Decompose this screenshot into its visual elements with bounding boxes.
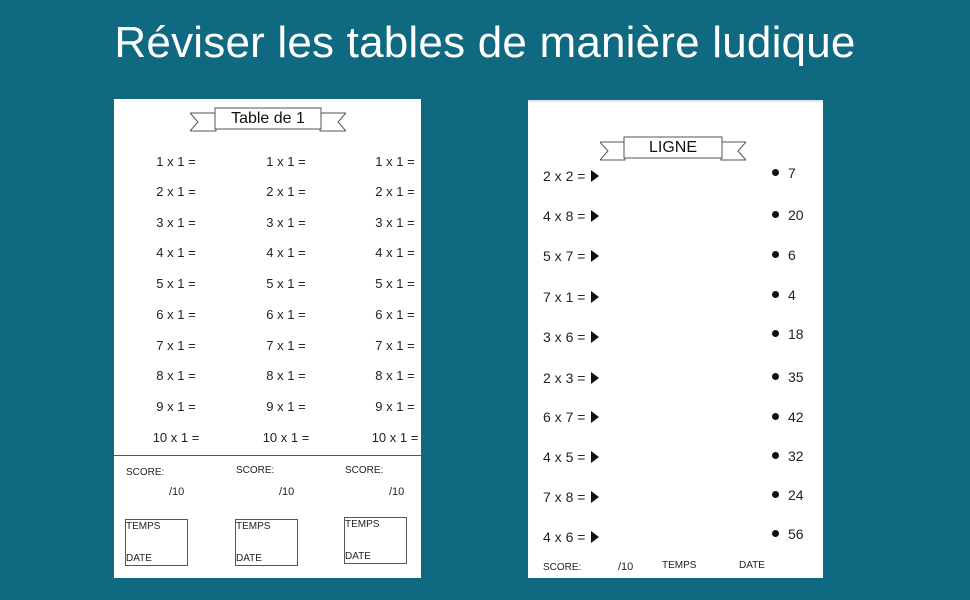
match-right-item bbox=[772, 165, 796, 181]
equation-item: 3 x 1 = bbox=[375, 215, 415, 230]
match-left-item bbox=[543, 370, 599, 386]
match-left-item bbox=[543, 248, 599, 264]
match-left-item bbox=[543, 449, 599, 465]
banner-ribbon bbox=[600, 136, 746, 164]
equation-item: 2 x 1 = bbox=[156, 184, 196, 199]
equation-item: 9 x 1 = bbox=[266, 399, 306, 414]
match-right-text: 24 bbox=[788, 487, 804, 503]
match-left-text: 2 x 3 = bbox=[543, 370, 586, 386]
match-right-item bbox=[772, 409, 804, 425]
footer-score-out-of: /10 bbox=[618, 561, 634, 573]
match-right-text: 35 bbox=[788, 369, 804, 385]
date-label: DATE bbox=[126, 553, 152, 564]
bullet-dot-icon bbox=[772, 530, 779, 537]
divider-line bbox=[114, 455, 421, 456]
banner-title: LIGNE bbox=[648, 139, 697, 156]
match-right-text: 32 bbox=[788, 448, 804, 464]
arrow-right-icon bbox=[591, 491, 599, 503]
bullet-dot-icon bbox=[772, 452, 779, 459]
match-left-text: 5 x 7 = bbox=[543, 248, 586, 264]
equation-item: 4 x 1 = bbox=[156, 245, 196, 260]
equation-item: 2 x 1 = bbox=[375, 184, 415, 199]
equation-item: 9 x 1 = bbox=[156, 399, 196, 414]
match-left-item bbox=[543, 329, 599, 345]
match-right-text: 18 bbox=[788, 326, 804, 342]
temps-label: TEMPS bbox=[236, 521, 271, 532]
equation-item: 7 x 1 = bbox=[156, 338, 196, 353]
equation-item: 6 x 1 = bbox=[156, 307, 196, 322]
equation-item: 10 x 1 = bbox=[152, 430, 200, 445]
match-right-item bbox=[772, 326, 804, 342]
bullet-dot-icon bbox=[772, 373, 779, 380]
arrow-right-icon bbox=[591, 411, 599, 423]
match-right-text: 42 bbox=[788, 409, 804, 425]
footer-date-label: DATE bbox=[739, 560, 765, 571]
equation-item: 5 x 1 = bbox=[375, 276, 415, 291]
match-left-item bbox=[543, 289, 599, 305]
arrow-right-icon bbox=[591, 331, 599, 343]
match-right-item bbox=[772, 369, 804, 385]
bullet-dot-icon bbox=[772, 169, 779, 176]
equation-item: 6 x 1 = bbox=[266, 307, 306, 322]
footer-score-label: SCORE: bbox=[543, 562, 582, 573]
equation-item: 7 x 1 = bbox=[375, 338, 415, 353]
match-left-item bbox=[543, 409, 599, 425]
equation-item: 1 x 1 = bbox=[156, 154, 196, 169]
equation-item: 8 x 1 = bbox=[266, 368, 306, 383]
match-right-text: 6 bbox=[788, 247, 796, 263]
equation-item: 10 x 1 = bbox=[371, 430, 419, 445]
bullet-dot-icon bbox=[772, 291, 779, 298]
arrow-right-icon bbox=[591, 531, 599, 543]
match-left-text: 4 x 5 = bbox=[543, 449, 586, 465]
match-left-item bbox=[543, 168, 599, 184]
bullet-dot-icon bbox=[772, 251, 779, 258]
match-left-text: 7 x 1 = bbox=[543, 289, 586, 305]
match-left-item bbox=[543, 489, 599, 505]
equation-item: 9 x 1 = bbox=[375, 399, 415, 414]
arrow-right-icon bbox=[591, 250, 599, 262]
match-left-item bbox=[543, 208, 599, 224]
footer-temps-label: TEMPS bbox=[662, 560, 697, 571]
equation-item: 10 x 1 = bbox=[262, 430, 310, 445]
match-right-item bbox=[772, 247, 796, 263]
temps-label: TEMPS bbox=[126, 521, 161, 532]
bullet-dot-icon bbox=[772, 413, 779, 420]
equation-item: 5 x 1 = bbox=[266, 276, 306, 291]
worksheet-table bbox=[114, 99, 421, 578]
match-right-text: 20 bbox=[788, 207, 804, 223]
page-title: Réviser les tables de manière ludique bbox=[114, 18, 856, 67]
date-label: DATE bbox=[236, 553, 262, 564]
time-date-box bbox=[344, 517, 407, 564]
equation-item: 8 x 1 = bbox=[375, 368, 415, 383]
match-right-item bbox=[772, 526, 804, 542]
equation-item: 5 x 1 = bbox=[156, 276, 196, 291]
equation-item: 2 x 1 = bbox=[266, 184, 306, 199]
arrow-right-icon bbox=[591, 170, 599, 182]
match-left-text: 7 x 8 = bbox=[543, 489, 586, 505]
match-right-text: 56 bbox=[788, 526, 804, 542]
arrow-right-icon bbox=[591, 210, 599, 222]
match-left-text: 2 x 2 = bbox=[543, 168, 586, 184]
arrow-right-icon bbox=[591, 451, 599, 463]
score-label: SCORE: bbox=[345, 465, 384, 476]
equation-item: 3 x 1 = bbox=[156, 215, 196, 230]
worksheet-ligne bbox=[528, 100, 823, 578]
bullet-dot-icon bbox=[772, 211, 779, 218]
match-left-text: 4 x 8 = bbox=[543, 208, 586, 224]
score-label: SCORE: bbox=[236, 465, 275, 476]
equation-item: 1 x 1 = bbox=[266, 154, 306, 169]
score-out-of: /10 bbox=[279, 486, 295, 498]
bullet-dot-icon bbox=[772, 491, 779, 498]
equation-item: 7 x 1 = bbox=[266, 338, 306, 353]
match-right-item bbox=[772, 207, 804, 223]
equation-item: 4 x 1 = bbox=[266, 245, 306, 260]
time-date-box bbox=[125, 519, 188, 566]
match-right-item bbox=[772, 448, 804, 464]
date-label: DATE bbox=[345, 551, 371, 562]
equation-item: 8 x 1 = bbox=[156, 368, 196, 383]
banner-ribbon bbox=[190, 107, 346, 135]
match-right-text: 7 bbox=[788, 165, 796, 181]
match-right-text: 4 bbox=[788, 287, 796, 303]
arrow-right-icon bbox=[591, 372, 599, 384]
match-right-item bbox=[772, 287, 796, 303]
match-left-text: 6 x 7 = bbox=[543, 409, 586, 425]
match-right-item bbox=[772, 487, 804, 503]
match-left-text: 4 x 6 = bbox=[543, 529, 586, 545]
equation-item: 1 x 1 = bbox=[375, 154, 415, 169]
arrow-right-icon bbox=[591, 291, 599, 303]
equation-item: 3 x 1 = bbox=[266, 215, 306, 230]
match-left-item bbox=[543, 529, 599, 545]
time-date-box bbox=[235, 519, 298, 566]
equation-item: 6 x 1 = bbox=[375, 307, 415, 322]
score-label: SCORE: bbox=[126, 467, 165, 478]
score-out-of: /10 bbox=[389, 486, 405, 498]
equation-item: 4 x 1 = bbox=[375, 245, 415, 260]
temps-label: TEMPS bbox=[345, 519, 380, 530]
score-out-of: /10 bbox=[169, 486, 185, 498]
bullet-dot-icon bbox=[772, 330, 779, 337]
match-left-text: 3 x 6 = bbox=[543, 329, 586, 345]
banner-title: Table de 1 bbox=[231, 110, 305, 127]
